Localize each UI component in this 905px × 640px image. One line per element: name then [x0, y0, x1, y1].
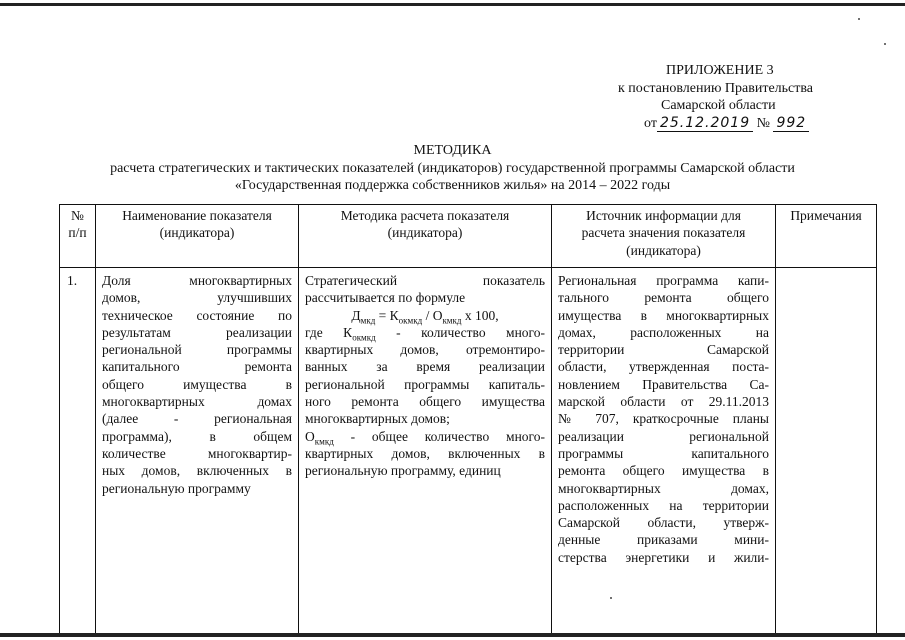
method-line	[305, 428, 545, 445]
text-line: № 707, краткосрочные планы	[558, 411, 769, 427]
method-line: региональную программу, единиц	[305, 463, 501, 479]
scan-speck	[884, 43, 886, 45]
scan-speck	[858, 18, 860, 20]
method-line: квартирных домов, включенных в	[305, 445, 545, 461]
text-line: Доля многоквартирных	[102, 273, 292, 288]
method-part: - количество много-	[375, 324, 545, 340]
number-sign: №	[756, 115, 770, 131]
text-line: общего имущества в	[102, 376, 292, 392]
header-text: (индикатора)	[626, 242, 701, 258]
method-text	[299, 268, 551, 480]
text-line: (далее - региональная	[102, 411, 292, 427]
formula	[305, 307, 545, 324]
handwritten-date: 25.12.2019	[657, 115, 753, 132]
text-line: программа), в общем	[102, 428, 292, 444]
document-subtitle-line: расчета стратегических и тактических показателей (индикаторов) государственной программы Самарской области	[110, 160, 795, 176]
method-line: Стратегический показатель	[305, 273, 545, 288]
method-line: региональной программы капиталь-	[305, 376, 545, 392]
text-line: результатам реализации	[102, 324, 292, 340]
formula-part: Д	[351, 307, 361, 323]
header-text: Источник информации для	[586, 208, 741, 223]
cell-num	[60, 268, 96, 635]
text-line: программы капитального	[558, 445, 769, 461]
text-line: региональной программы	[102, 342, 292, 358]
text-line: домах, расположенных на	[558, 324, 769, 340]
document-title-block	[0, 142, 905, 195]
cell-source	[552, 268, 776, 635]
text-line: многоквартирных домах,	[558, 480, 769, 496]
source-text	[552, 268, 775, 566]
method-part: О	[305, 428, 315, 444]
formula-subscript: окмкд	[398, 315, 423, 326]
header-text: расчета значения показателя	[581, 225, 746, 241]
header-num	[60, 205, 96, 268]
notes-text	[776, 268, 876, 272]
header-method	[299, 205, 552, 268]
header-text: №	[71, 208, 84, 223]
scan-edge-bottom	[0, 633, 905, 637]
header-text: (индикатора)	[387, 225, 463, 241]
method-line: многоквартирных домов;	[305, 411, 450, 427]
method-line	[305, 324, 545, 341]
appendix-title: ПРИЛОЖЕНИЕ 3	[666, 63, 774, 78]
method-line: ного ремонта общего имущества	[305, 394, 545, 410]
text-line: территории Самарской	[558, 342, 769, 358]
text-line: расположенных на территории	[558, 497, 769, 513]
method-part: - общее количество много-	[333, 428, 545, 444]
method-subscript: кмкд	[314, 436, 334, 447]
text-line: марской области от 29.11.2013	[558, 394, 769, 410]
text-line: Самарской области, утверж-	[558, 515, 769, 531]
scan-edge-top	[0, 3, 905, 6]
table-header-row	[60, 205, 877, 268]
indicators-table	[59, 204, 877, 634]
header-source	[552, 205, 776, 268]
method-subscript: окмкд	[352, 332, 376, 343]
header-name	[96, 205, 299, 268]
row-number: 1.	[67, 273, 78, 288]
formula-part: = К	[375, 307, 399, 323]
document-title: МЕТОДИКА	[413, 143, 492, 158]
text-line: капитального ремонта	[102, 359, 292, 375]
appendix-region-line: Самарской области	[661, 98, 776, 113]
header-text: Методика расчета показателя	[340, 208, 510, 223]
text-line: реализации региональной	[558, 428, 769, 444]
text-line: ных домов, включенных в	[102, 463, 292, 479]
header-text: п/п	[68, 225, 87, 241]
method-line: квартирных домов, отремонтиро-	[305, 342, 545, 358]
table-row	[60, 268, 877, 635]
formula-part: / О	[422, 307, 443, 323]
indicator-name-text	[96, 268, 298, 497]
cell-notes	[776, 268, 877, 635]
header-notes	[776, 205, 877, 268]
appendix-header	[600, 62, 900, 132]
formula-part: x 100,	[461, 307, 499, 323]
text-line: стерства энергетики и жили-	[558, 549, 769, 565]
document-subtitle-line: «Государственная поддержка собственников жилья» на 2014 – 2022 годы	[234, 178, 671, 193]
appendix-resolution-line: к постановлению Правительства	[618, 80, 814, 96]
formula-subscript: мкд	[360, 315, 376, 326]
cell-indicator-name	[96, 268, 299, 635]
text-line: области, утвержденная поста-	[558, 359, 769, 375]
handwritten-number: 992	[773, 115, 809, 132]
text-line: денные приказами мини-	[558, 532, 769, 548]
date-prefix: от	[644, 115, 657, 131]
text-line: тального ремонта общего	[558, 290, 769, 306]
text-line: ремонта общего имущества в	[558, 463, 769, 479]
text-line: региональную программу	[102, 480, 251, 496]
text-line: Региональная программа капи-	[558, 273, 769, 288]
header-text: (индикатора)	[159, 225, 235, 241]
header-text: Наименование показателя	[122, 208, 272, 223]
header-text: Примечания	[790, 208, 862, 223]
text-line: техническое состояние по	[102, 307, 292, 323]
text-line: новлением Правительства Са-	[558, 376, 769, 392]
method-line: рассчитывается по формуле	[305, 290, 466, 306]
method-part: где К	[305, 324, 353, 340]
appendix-date-line	[600, 115, 900, 133]
method-line: ванных за время реализации	[305, 359, 545, 375]
text-line: количестве многоквартир-	[102, 445, 292, 461]
text-line: имущества в многоквартирных	[558, 307, 769, 323]
text-line: домов, улучшивших	[102, 290, 292, 306]
cell-method	[299, 268, 552, 635]
formula-subscript: кмкд	[442, 315, 462, 326]
text-line: многоквартирных домах	[102, 394, 292, 410]
